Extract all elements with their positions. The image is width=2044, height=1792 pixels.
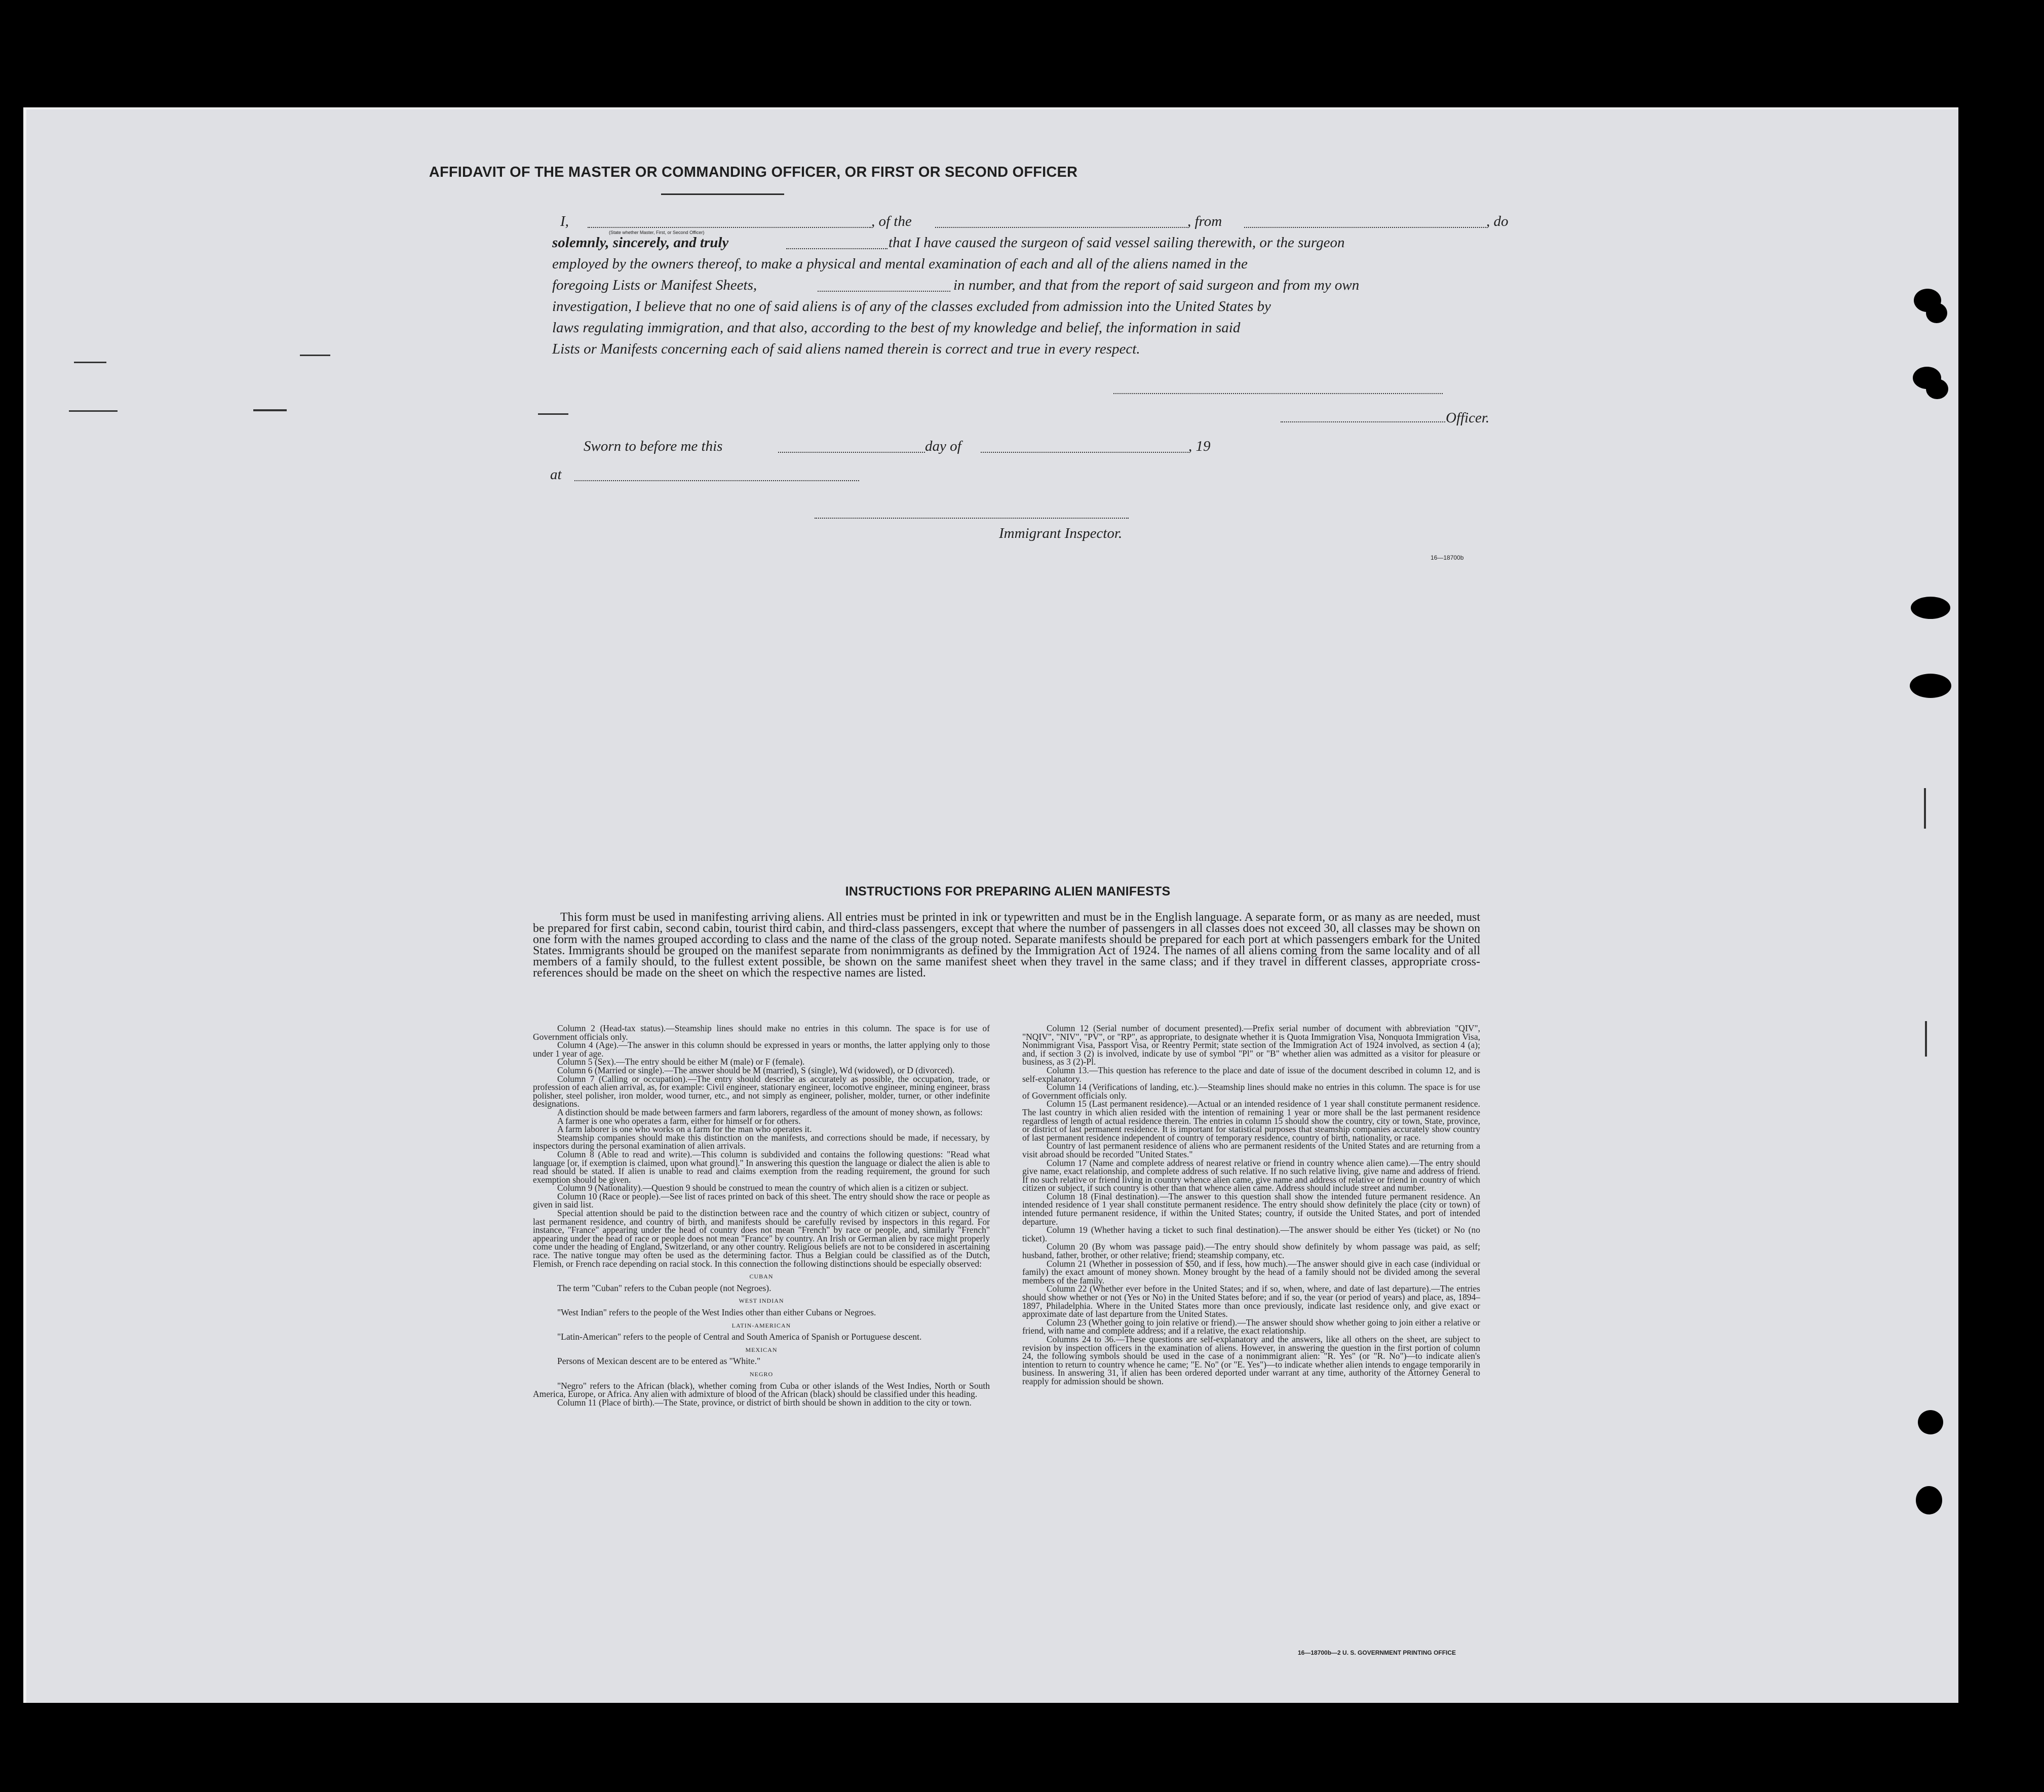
left-paragraph: Steamship companies should make this distinction on the manifests, and corrections should be made, if necessary, by inspectors during the personal examination of alien arrivals. (533, 1132, 990, 1151)
sworn-month-blank[interactable] (981, 452, 1188, 453)
sheet-count-blank[interactable] (818, 291, 950, 292)
binder-hole (1910, 674, 1951, 698)
scan-mark (1924, 788, 1926, 829)
definition-heading: NEGRO (749, 1370, 774, 1378)
label-i: I, (560, 213, 569, 229)
binder-hole (1918, 1410, 1943, 1434)
inspector-label: Immigrant Inspector. (999, 525, 1123, 541)
scan-mark (74, 362, 106, 363)
right-paragraph: Column 12 (Serial number of document presented).—Prefix serial number of document with abbreviation "QIV", "NQIV", "NIV", "PV", or "RP", as appropriate, to designate whether it is Quota Immigration Visa, Nonquota Immigration Visa, Nonimmigrant Visa, Passport Visa, or Reentry Permit; state section of the Immigration Act of 1924 involved, as section 4 (a); and, if section 3 (2) is involved, indicate by use of symbol "Pl" or "B" whether alien was admitted as a visitor for pleasure or business, as 3 (2)-Pl. (1022, 1023, 1480, 1067)
intro-text: This form must be used in manifesting arriving aliens. All entries must be printed in ink or typewritten and must be in the English language. A separate form, or as many as are needed, must be prepared for first cabin, second cabin, tourist third cabin, and third-class passengers, except that where the number of passengers in all classes does not exceed 30, all classes may be shown on one form with the names grouped according to class and the name of the class of the group noted. Separate manifests should be prepared for each port at which passengers embark for the United States. Immigrants should be grouped on the manifest separate from nonimmigrants as defined by the Immigration Act of 1924. The names of all aliens coming from the same locality and of all members of a family should, to the fullest extent possible, be shown on the same manifest sheet when they travel in the same class; and if they travel in different classes, appropriate cross-references should be made on the sheet on which the respective names are listed. (533, 911, 1480, 980)
right-paragraph: Column 20 (By whom was passage paid).—The entry should show definitely by whom passage was paid, as self; husband, father, brother, or other relative; friend; steamship company, etc. (1022, 1241, 1480, 1261)
scan-mark (69, 410, 118, 412)
sworn-line (584, 436, 1242, 457)
definition-text: Persons of Mexican descent are to be entered as "White." (557, 1356, 761, 1367)
definition-text: "Negro" refers to the African (black), whether coming from Cuba or other islands of the West Indies, North or South America, Europe, or Africa. Any alien with admixture of blood of the African (black) should be classified under this heading. (533, 1380, 990, 1399)
at-line (550, 464, 864, 485)
scan-mark (538, 413, 568, 415)
left-paragraph: Column 4 (Age).—The answer in this column should be expressed in years or months, the latter applying only to those under 1 year of age. (533, 1040, 990, 1059)
label-of-the: , of the (871, 213, 912, 229)
departure-port-blank[interactable] (1244, 227, 1486, 228)
officer-label: Officer. (1446, 410, 1490, 426)
text-solemnly: solemnly, sincerely, and truly (552, 235, 729, 251)
left-paragraph: Column 6 (Married or single).—The answer should be M (married), S (single), Wd (widowed), or D (divorced). (557, 1065, 955, 1075)
printing-office-footer: 16—18700b—2 U. S. GOVERNMENT PRINTING OFFICE (1298, 1649, 1456, 1656)
text-nineteen: , 19 (1188, 438, 1211, 454)
instructions-title: INSTRUCTIONS FOR PREPARING ALIEN MANIFESTS (845, 884, 1171, 899)
text-at: at (550, 466, 562, 483)
left-paragraph: Column 8 (Able to read and write).—This column is subdivided and contains the following questions: "Read what language [or, if exemption is claimed, upon what ground]." In answering this question the language or dialect the alien is able to read should be stated. If alien is unable to read and claims exemption from the reading requirement, the ground for such exemption should be given. (533, 1149, 990, 1185)
left-paragraph: A farm laborer is one who works on a farm for the man who operates it. (557, 1124, 812, 1135)
oath-blank[interactable] (786, 248, 888, 249)
text-sworn: Sworn to before me this (584, 438, 723, 454)
right-paragraph: Column 13.—This question has reference to the place and date of issue of the document described in column 12, and is self-explanatory. (1022, 1065, 1480, 1084)
text-in-number: in number, and that from the report of said surgeon and from my own (953, 277, 1360, 293)
left-paragraph: Column 9 (Nationality).—Question 9 should be construed to mean the country of which alien is a citizen or subject. (557, 1183, 969, 1193)
scan-mark (300, 355, 330, 356)
left-paragraph: Column 7 (Calling or occupation).—The entry should describe as accurately as possible, the occupation, trade, or profession of each alien arrival, as, for example: Civil engineer, stationary engineer, locomotive engineer, mining engineer, brass polisher, steel polisher, iron molder, wood turner, etc., and not simply as engineer, polisher, molder, turner, or other indefinite designations. (533, 1073, 990, 1109)
affidavit-line-6: laws regulating immigration, and that also, according to the best of my knowledge and belief, the information in said (552, 320, 1241, 336)
vessel-name-blank[interactable] (935, 227, 1187, 228)
instructions-left-column (533, 1024, 990, 1407)
left-paragraph: Column 11 (Place of birth).—The State, province, or district of birth should be shown in addition to the city or town. (557, 1397, 972, 1408)
definition-heading: WEST INDIAN (739, 1297, 784, 1305)
form-code: 16—18700b (1431, 554, 1464, 561)
binder-hole (1916, 1486, 1942, 1514)
right-paragraph: Column 14 (Verifications of landing, etc.).—Steamship lines should make no entries in this column. The space is for use of Government officials only. (1022, 1082, 1480, 1101)
right-paragraph: Column 19 (Whether having a ticket to such final destination).—The answer should be either Yes (ticket) or No (no ticket). (1022, 1225, 1480, 1243)
label-do: , do (1486, 213, 1509, 229)
text-day-of: day of (925, 438, 961, 454)
affidavit-line-3: employed by the owners thereof, to make a physical and mental examination of each and all of the aliens named in the (552, 256, 1248, 272)
right-paragraph: Column 17 (Name and complete address of nearest relative or friend in country whence alien came).—The entry should give name, exact relationship, and complete address of such relative. If no such relative living, give name and address of friend. If no such relative or friend living in country whence alien came, give name and address of relative or friend in country of which citizen or subject, if such country is other than that whence alien came. Address should include street and number. (1022, 1157, 1480, 1193)
left-paragraph: Column 10 (Race or people).—See list of races printed on back of this sheet. The entry should show the race or people as given in said list. (533, 1191, 990, 1210)
title-underline (661, 193, 784, 195)
left-paragraph: Column 2 (Head-tax status).—Steamship lines should make no entries in this column. The space is for use of Government officials only. (533, 1023, 990, 1042)
document-sheet (23, 107, 1958, 1703)
binder-hole (1926, 379, 1948, 399)
inspector-signature-line[interactable] (815, 518, 1129, 519)
officer-rank-blank[interactable] (588, 227, 871, 228)
signature-line[interactable] (1113, 393, 1443, 394)
definition-text: "Latin-American" refers to the people of Central and South America of Spanish or Portuguese descent. (557, 1332, 922, 1342)
scan-mark (253, 409, 287, 411)
affidavit-title: AFFIDAVIT OF THE MASTER OR COMMANDING OFFICER, OR FIRST OR SECOND OFFICER (429, 164, 1078, 180)
left-paragraph: Column 5 (Sex).—The entry should be either M (male) or F (female). (557, 1057, 805, 1067)
left-paragraph: A distinction should be made between farmers and farm laborers, regardless of the amount of money shown, as follows: (557, 1107, 983, 1117)
definition-text: The term "Cuban" refers to the Cuban people (not Negroes). (557, 1282, 772, 1293)
binder-hole (1926, 303, 1947, 323)
definition-heading: CUBAN (749, 1273, 774, 1280)
scan-mark (1925, 1021, 1927, 1057)
officer-signature-line[interactable] (1281, 421, 1445, 422)
definition-heading: LATIN-AMERICAN (731, 1321, 791, 1329)
sworn-day-blank[interactable] (778, 452, 925, 453)
right-paragraph: Column 23 (Whether going to join relative or friend).—The answer should show whether going to join either a relative or friend, with name and complete address; and if a relative, the exact relationship. (1022, 1317, 1480, 1336)
definition-heading: MEXICAN (745, 1346, 778, 1353)
affidavit-line-1 (560, 211, 1508, 232)
place-blank[interactable] (574, 480, 859, 481)
left-paragraph: Special attention should be paid to the distinction between race and the country of which citizen or subject, country of last permanent residence, and country of birth, and manifests should be carefully revised by inspectors in this regard. For instance, "France" appearing under the head of country does not mean "French" by race or people, and, similarly "French" appearing under the head of race or people does not mean "France" by country. An Irish or German alien by race might properly come under the heading of England, Switzerland, or any other country. Religious beliefs are not to be considered in ascertaining race. The native tongue may often be used as the determining factor. Thus a Belgian could be classified as of the Dutch, Flemish, or French race depending on racial stock. In this connection the following distinctions should be especially observed: (533, 1208, 990, 1269)
label-from: , from (1187, 213, 1222, 229)
right-paragraph: Country of last permanent residence of aliens who are permanent residents of the United States and are returning from a visit abroad should be recorded "United States." (1022, 1141, 1480, 1159)
affidavit-line-2 (552, 232, 1505, 253)
text-surgeon: that I have caused the surgeon of said vessel sailing therewith, or the surgeon (889, 235, 1345, 251)
right-paragraph: Column 22 (Whether ever before in the United States; and if so, when, where, and date of last departure).—The entries should show whether or not (Yes or No) in the United States before; and if so, the year (or period of years) and place, as, 1894–1897, Philadelphia. Where in the United States more than once previously, indicate last residence only, and give exact or approximate date of last departure from the United States. (1022, 1283, 1480, 1319)
instructions-intro (533, 912, 1480, 979)
text-foregoing: foregoing Lists or Manifest Sheets, (552, 277, 757, 293)
right-paragraph: Column 18 (Final destination).—The answer to this question shall show the intended future permanent residence. An intended residence of 1 year shall constitute permanent residence. The entry should show definitely the place (city or town) of intended future permanent residence, if within the United States; country, if outside the United States, and port of intended departure. (1022, 1191, 1480, 1227)
affidavit-line-5: investigation, I believe that no one of said aliens is of any of the classes excluded from admission into the United States by (552, 298, 1271, 315)
right-paragraph: Columns 24 to 36.—These questions are self-explanatory and the answers, like all others on the sheet, are subject to revision by inspection officers in the examination of aliens. However, in answering the question in the first portion of column 24, the following symbols should be used in the case of a nonimmigrant alien: "R. Yes" (or "R. No")—to indicate alien's intention to return to country whence he came; "E. No" (or "E. Yes")—to indicate whether alien intends to engage temporarily in business. In answering 31, if alien has been ordered deported under warrant at any time, authority of the Attorney General to reapply for admission should be shown. (1022, 1334, 1480, 1386)
instructions-right-column (1022, 1024, 1480, 1386)
definition-text: "West Indian" refers to the people of the West Indies other than either Cubans or Negroes. (557, 1307, 876, 1317)
binder-hole (1911, 597, 1950, 619)
officer-rank-hint: (State whether Master, First, or Second Officer) (609, 230, 705, 235)
right-paragraph: Column 21 (Whether in possession of $50, and if less, how much).—The answer should give in each case (individual or family) the exact amount of money shown. Money brought by the head of a family should not be divided among the several members of the family. (1022, 1258, 1480, 1285)
left-paragraph: A farmer is one who operates a farm, either for himself or for others. (557, 1115, 801, 1126)
right-paragraph: Column 15 (Last permanent residence).—Actual or an intended residence of 1 year shall constitute permanent residence. The last country in which alien resided with the intention of remaining 1 year or more shall be the last permanent residence regardless of length of actual residence therein. The entries in column 15 should show the country, city or town, State, province, or district of last permanent residence. It is important for statistical purposes that steamship companies accurately show country of last permanent residence independent of country of temporary residence, country of birth, nationality, or race. (1022, 1099, 1480, 1143)
affidavit-line-4 (552, 275, 1505, 296)
affidavit-line-7: Lists or Manifests concerning each of said aliens named therein is correct and true in every respect. (552, 341, 1140, 357)
